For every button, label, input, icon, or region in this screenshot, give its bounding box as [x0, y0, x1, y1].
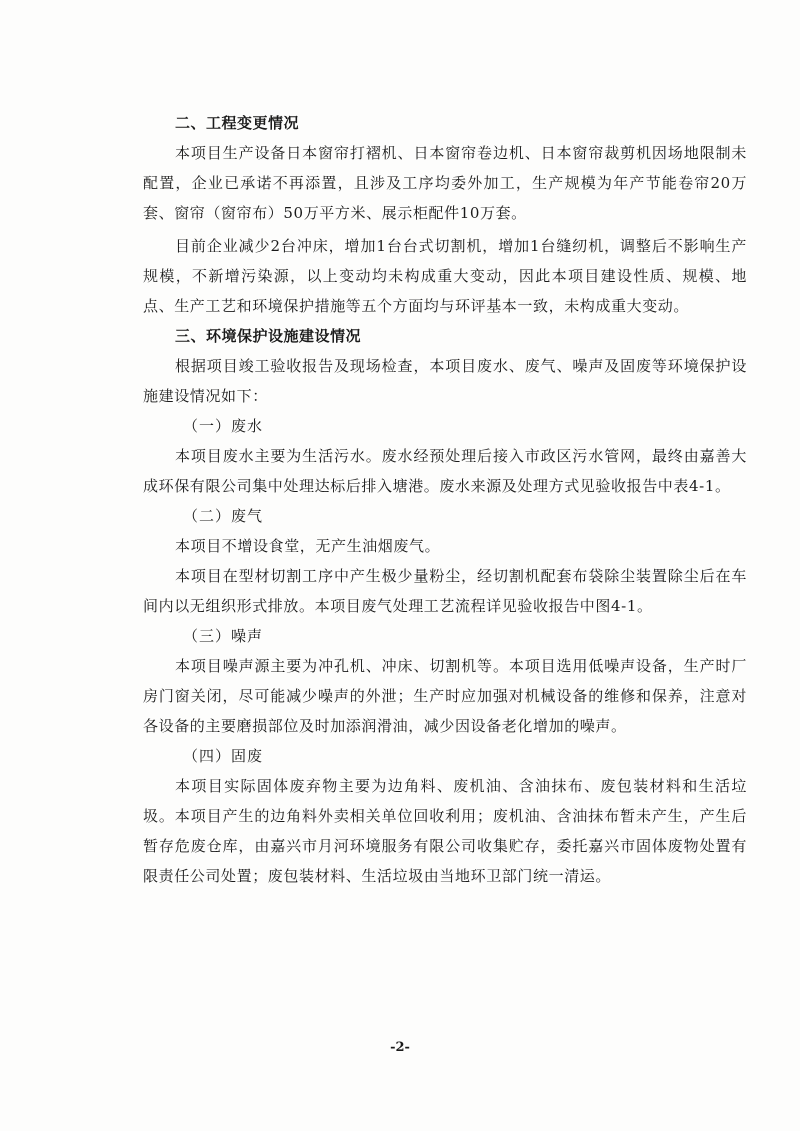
- paragraph-noise: 本项目噪声源主要为冲孔机、冲床、切割机等。本项目选用低噪声设备，生产时厂房门窗关闭，尽可能减少噪声的外泄；生产时应加强对机械设备的维修和保养，注意对各设备的主要磨损部位及时加添润滑油，减少因设备老化增加的噪声。: [143, 657, 747, 735]
- document-body: [143, 108, 747, 891]
- paragraph-exhaust-1: 本项目不增设食堂，无产生油烟废气。: [175, 537, 441, 555]
- paragraph-change-1: 本项目生产设备日本窗帘打褶机、日本窗帘卷边机、日本窗帘裁剪机因场地限制未配置，企业已承诺不再添置，且涉及工序均委外加工，生产规模为年产节能卷帘20万套、窗帘（窗帘布）50万平方米、展示柜配件10万套。: [143, 144, 747, 222]
- subheading-wastewater: （一）废水: [183, 417, 264, 435]
- page-number: -2-: [390, 1040, 410, 1055]
- section-heading-env: 三、环境保护设施建设情况: [175, 327, 362, 345]
- paragraph-solid-waste: 本项目实际固体废弃物主要为边角料、废机油、含油抹布、废包装材料和生活垃圾。本项目产生的边角料外卖相关单位回收利用；废机油、含油抹布暂未产生，产生后暂存危废仓库，由嘉兴市月河环境服务有限公司收集贮存，委托嘉兴市固体废物处置有限责任公司处置；废包装材料、生活垃圾由当地环卫部门统一清运。: [143, 777, 747, 885]
- subheading-noise: （三）噪声: [183, 627, 264, 645]
- subheading-exhaust: （二）废气: [183, 507, 264, 525]
- paragraph-env-intro: 根据项目竣工验收报告及现场检查，本项目废水、废气、噪声及固废等环境保护设施建设情况如下：: [143, 357, 747, 405]
- paragraph-change-2: 目前企业减少2台冲床，增加1台台式切割机，增加1台缝纫机，调整后不影响生产规模，不新增污染源，以上变动均未构成重大变动，因此本项目建设性质、规模、地点、生产工艺和环境保护措施等五个方面均与环评基本一致，未构成重大变动。: [143, 237, 747, 315]
- paragraph-wastewater: 本项目废水主要为生活污水。废水经预处理后接入市政区污水管网，最终由嘉善大成环保有限公司集中处理达标后排入塘港。废水来源及处理方式见验收报告中表4-1。: [143, 447, 747, 495]
- section-heading-change: 二、工程变更情况: [175, 114, 300, 132]
- subheading-solid-waste: （四）固废: [183, 747, 264, 765]
- paragraph-exhaust-2: 本项目在型材切割工序中产生极少量粉尘，经切割机配套布袋除尘装置除尘后在车间内以无组织形式排放。本项目废气处理工艺流程详见验收报告中图4-1。: [143, 567, 747, 615]
